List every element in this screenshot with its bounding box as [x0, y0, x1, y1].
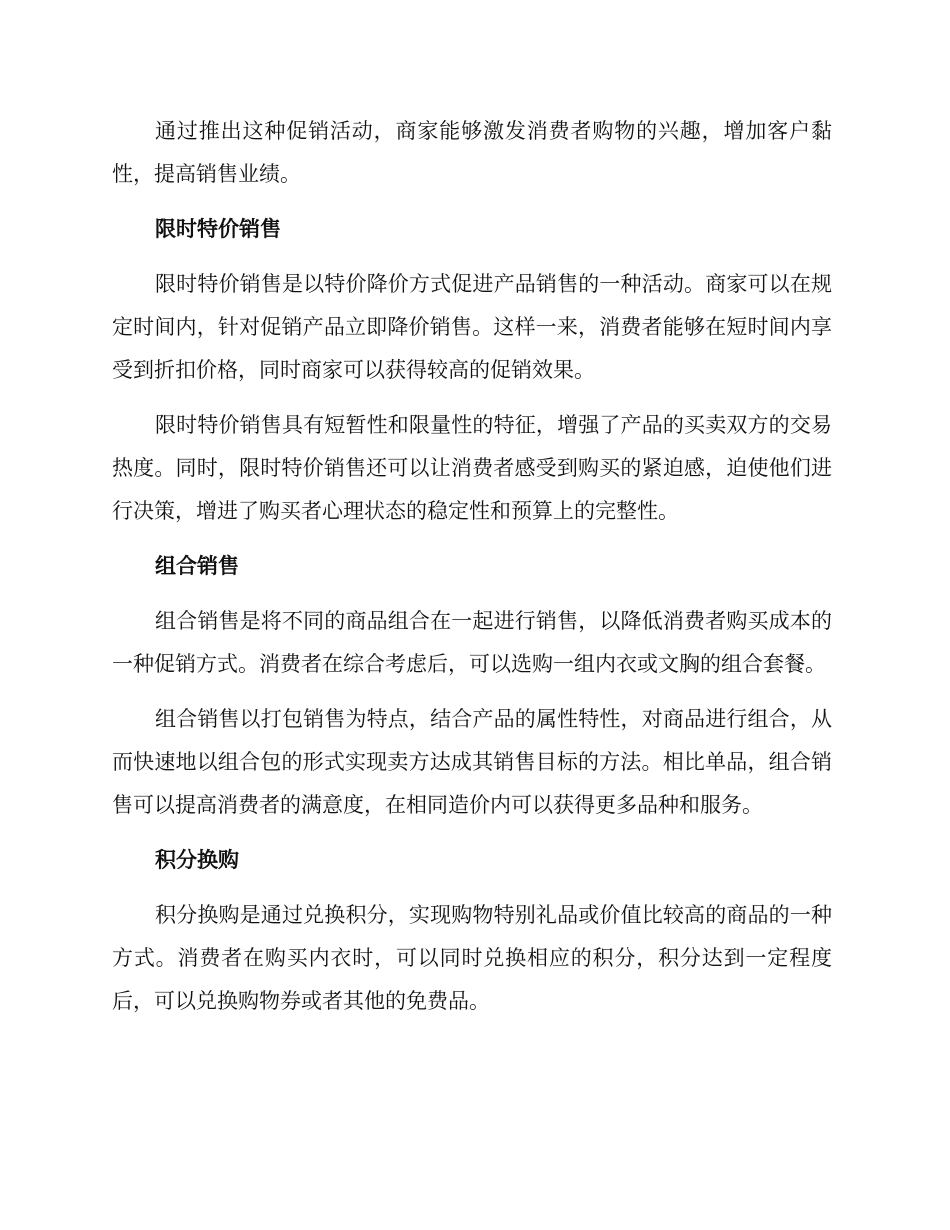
section-heading: 组合销售 — [155, 554, 239, 578]
body-paragraph: 限时特价销售是以特价降价方式促进产品销售的一种活动。商家可以在规定时间内，针对促销产品立即降价销售。这样一来，消费者能够在短时间内享受到折扣价格，同时商家可以获得较高的促销效果。 — [112, 272, 832, 382]
body-paragraph: 组合销售是将不同的商品组合在一起进行销售，以降低消费者购买成本的一种促销方式。消费者在综合考虑后，可以选购一组内衣或文胸的组合套餐。 — [112, 609, 832, 676]
section-points-redemption — [112, 839, 832, 1023]
section-bundle-sale — [112, 545, 832, 827]
section-heading: 积分换购 — [155, 848, 239, 872]
section-limited-time-sale — [112, 208, 832, 533]
section-heading: 限时特价销售 — [155, 217, 281, 241]
body-paragraph: 组合销售以打包销售为特点，结合产品的属性特性，对商品进行组合，从而快速地以组合包的形式实现卖方达成其销售目标的方法。相比单品，组合销售可以提高消费者的满意度，在相同造价内可以获得更多品种和服务。 — [112, 707, 832, 817]
intro-paragraph: 通过推出这种促销活动，商家能够激发消费者购物的兴趣，增加客户黏性，提高销售业绩。 — [112, 119, 832, 186]
document-body — [112, 110, 832, 1035]
body-paragraph: 限时特价销售具有短暂性和限量性的特征，增强了产品的买卖双方的交易热度。同时，限时特价销售还可以让消费者感受到购买的紧迫感，迫使他们进行决策，增进了购买者心理状态的稳定性和预算上的完整性。 — [112, 413, 832, 523]
body-paragraph: 积分换购是通过兑换积分，实现购物特别礼品或价值比较高的商品的一种方式。消费者在购买内衣时，可以同时兑换相应的积分，积分达到一定程度后，可以兑换购物券或者其他的免费品。 — [112, 903, 832, 1013]
